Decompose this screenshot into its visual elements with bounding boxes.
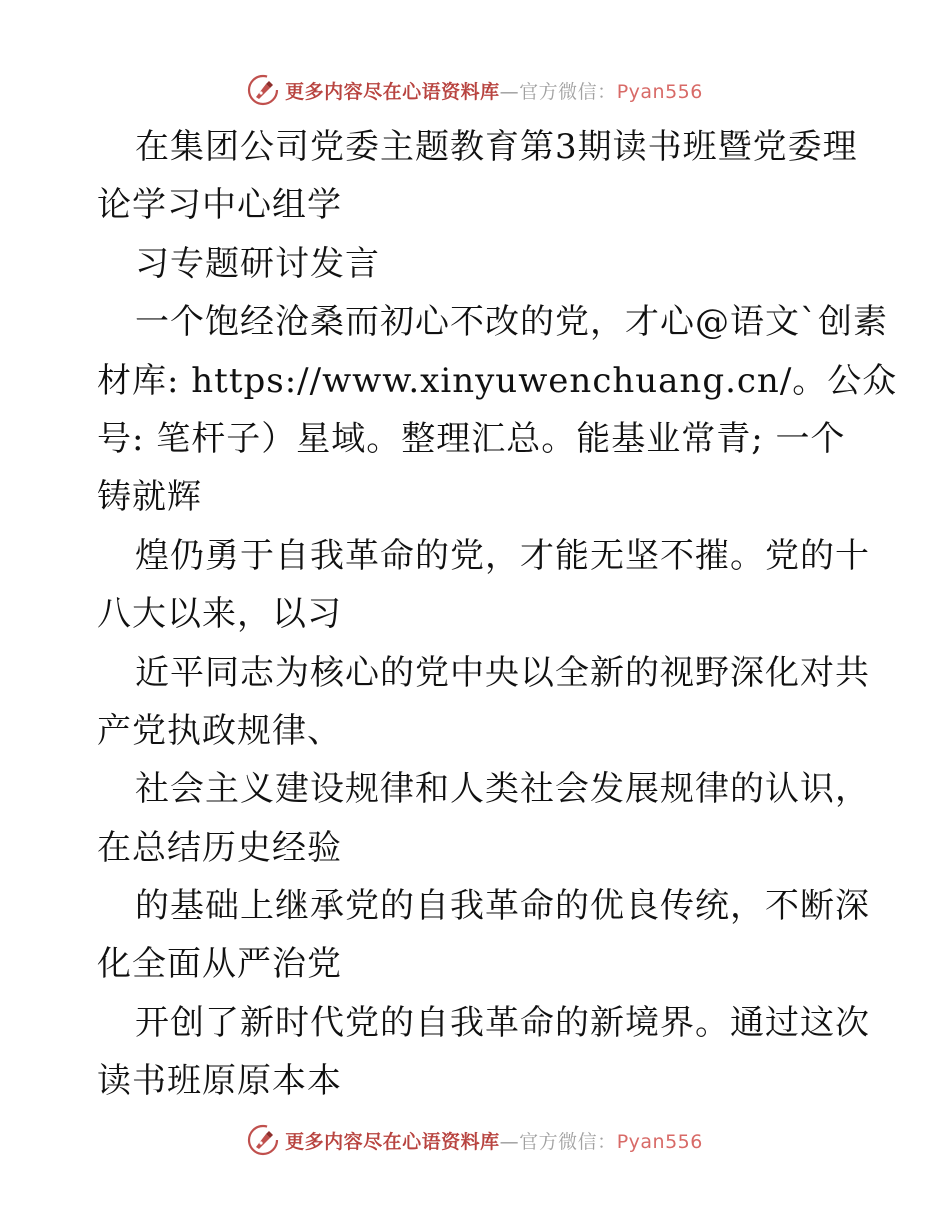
watermark-wechat-id: Pyan556 — [616, 80, 703, 103]
watermark-wechat-label: 官方微信： — [519, 1130, 617, 1153]
text-line: 产党执政规律、 — [97, 710, 342, 751]
text-line: 开创了新时代党的自我革命的新境界。通过这次 — [135, 1002, 870, 1043]
watermark-separator: — — [499, 1130, 520, 1153]
text-line: 材库: https://www.xinyuwenchuang.cn/。公众 — [97, 360, 898, 401]
text-line: 铸就辉 — [97, 477, 202, 518]
text-line: 八大以来，以习 — [97, 594, 342, 635]
text-line: 社会主义建设规律和人类社会发展规律的认识， — [135, 769, 870, 810]
footer-watermark-banner — [0, 1120, 950, 1160]
header-watermark-banner — [0, 70, 950, 110]
watermark-text — [285, 1127, 703, 1154]
fountain-pen-logo-icon — [247, 74, 279, 106]
text-line: 煌仍勇于自我革命的党，才能无坚不摧。党的十 — [135, 535, 870, 576]
text-line: 在集团公司党委主题教育第3期读书班暨党委理 — [135, 127, 858, 167]
text-line: 近平同志为核心的党中央以全新的视野深化对共 — [135, 652, 870, 693]
text-line: 号: 笔杆子）星域。整理汇总。能基业常青; 一个 — [97, 418, 846, 459]
text-line: 论学习中心组学 — [97, 185, 342, 226]
watermark-brand: 更多内容尽在心语资料库 — [285, 80, 500, 103]
document-body — [97, 118, 898, 1111]
watermark-wechat-label: 官方微信： — [519, 80, 617, 103]
text-line: 一个饱经沧桑而初心不改的党，才心@语文`创素 — [135, 302, 888, 343]
watermark-text — [285, 77, 703, 104]
fountain-pen-logo-icon — [247, 1124, 279, 1156]
text-line: 化全面从严治党 — [97, 944, 342, 985]
text-line: 习专题研讨发言 — [135, 243, 380, 284]
watermark-wechat-id: Pyan556 — [616, 1130, 703, 1153]
text-line: 的基础上继承党的自我革命的优良传统，不断深 — [135, 886, 870, 927]
watermark-brand: 更多内容尽在心语资料库 — [285, 1130, 500, 1153]
text-line: 在总结历史经验 — [97, 827, 342, 868]
watermark-separator: — — [499, 80, 520, 103]
text-line: 读书班原原本本 — [97, 1061, 342, 1102]
